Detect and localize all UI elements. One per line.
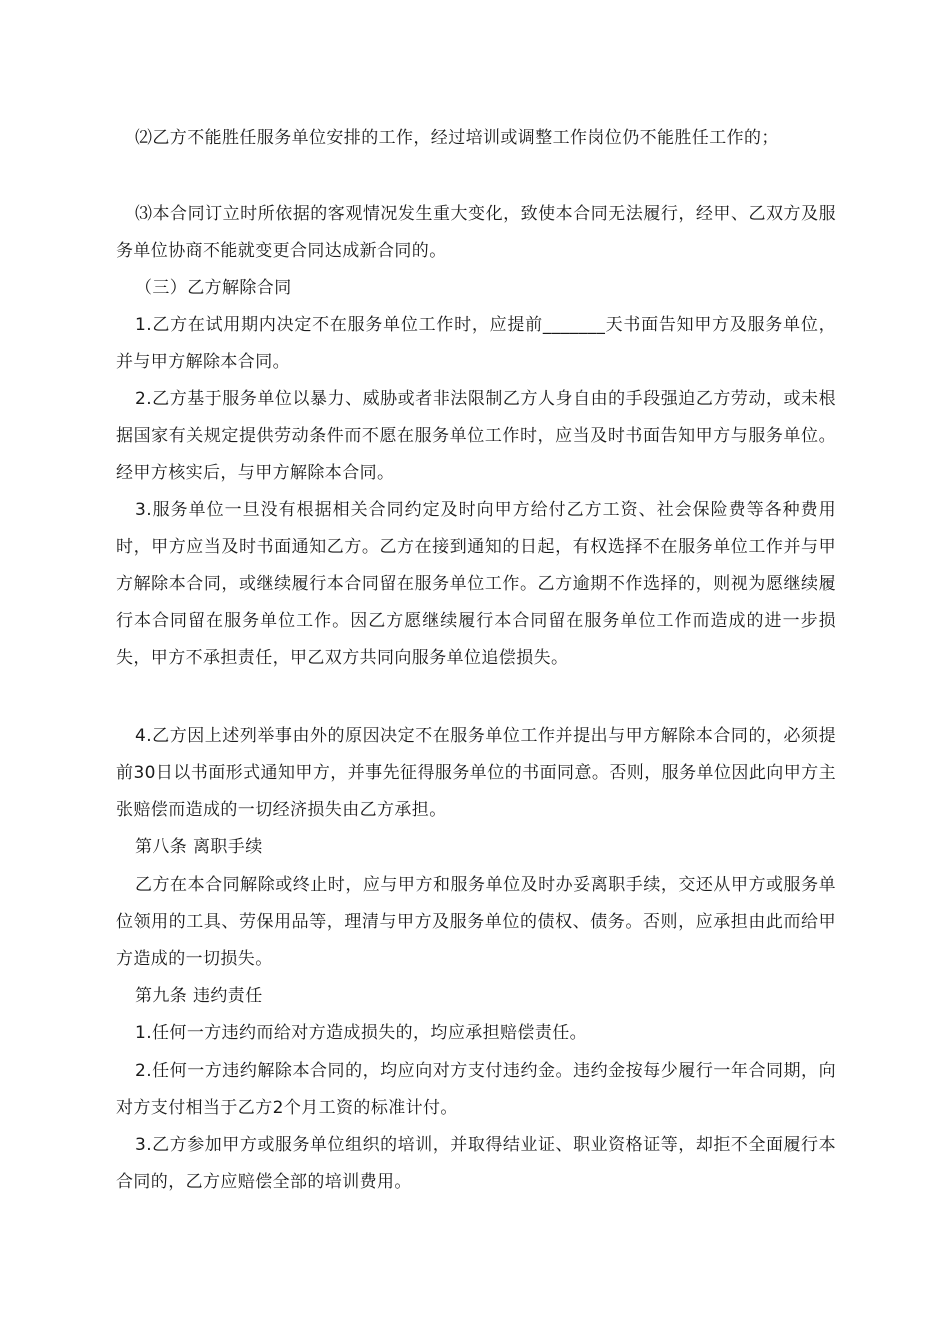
article-9-clause-3: 3.乙方参加甲方或服务单位组织的培训，并取得结业证、职业资格证等，却拒不全面履行本合同的，乙方应赔偿全部的培训费用。 [116,1135,836,1192]
clause-1: 1.乙方在试用期内决定不在服务单位工作时，应提前_______天书面告知甲方及服务单位，并与甲方解除本合同。 [116,315,836,372]
article-8-heading: 第八条 离职手续 [135,837,263,857]
article-9-clause-2: 2.任何一方违约解除本合同的，均应向对方支付违约金。违约金按每少履行一年合同期，向对方支付相当于乙方2个月工资的标准计付。 [116,1061,836,1118]
article-9-clause-1: 1.任何一方违约而给对方造成损失的，均应承担赔偿责任。 [135,1023,588,1043]
clause-3: 3.服务单位一旦没有根据相关合同约定及时向甲方给付乙方工资、社会保险费等各种费用时，甲方应当及时书面通知乙方。乙方在接到通知的日起，有权选择不在服务单位工作并与甲方解除本合同，或继续履行本合同留在服务单位工作。乙方逾期不作选择的，则视为愿继续履行本合同留在服务单位工作。因乙方愿继续履行本合同留在服务单位工作而造成的进一步损失，甲方不承担责任，甲乙双方共同向服务单位追偿损失。 [116,500,836,668]
clause-4: 4.乙方因上述列举事由外的原因决定不在服务单位工作并提出与甲方解除本合同的，必须提前30日以书面形式通知甲方，并事先征得服务单位的书面同意。否则，服务单位因此向甲方主张赔偿而造成的一切经济损失由乙方承担。 [116,726,836,820]
clause-2: 2.乙方基于服务单位以暴力、威胁或者非法限制乙方人身自由的手段强迫乙方劳动，或未根据国家有关规定提供劳动条件而不愿在服务单位工作时，应当及时书面告知甲方与服务单位。经甲方核实后，与甲方解除本合同。 [116,389,836,483]
clause-item-2: ⑵乙方不能胜任服务单位安排的工作，经过培训或调整工作岗位仍不能胜任工作的； [135,128,779,148]
clause-item-3: ⑶本合同订立时所依据的客观情况发生重大变化，致使本合同无法履行，经甲、乙双方及服务单位协商不能就变更合同达成新合同的。 [116,204,836,261]
section-heading-party-b-termination: （三）乙方解除合同 [135,278,292,298]
article-8-body: 乙方在本合同解除或终止时，应与甲方和服务单位及时办妥离职手续，交还从甲方或服务单位领用的工具、劳保用品等，理清与甲方及服务单位的债权、债务。否则，应承担由此而给甲方造成的一切损失。 [116,875,836,969]
article-9-heading: 第九条 违约责任 [135,986,263,1006]
